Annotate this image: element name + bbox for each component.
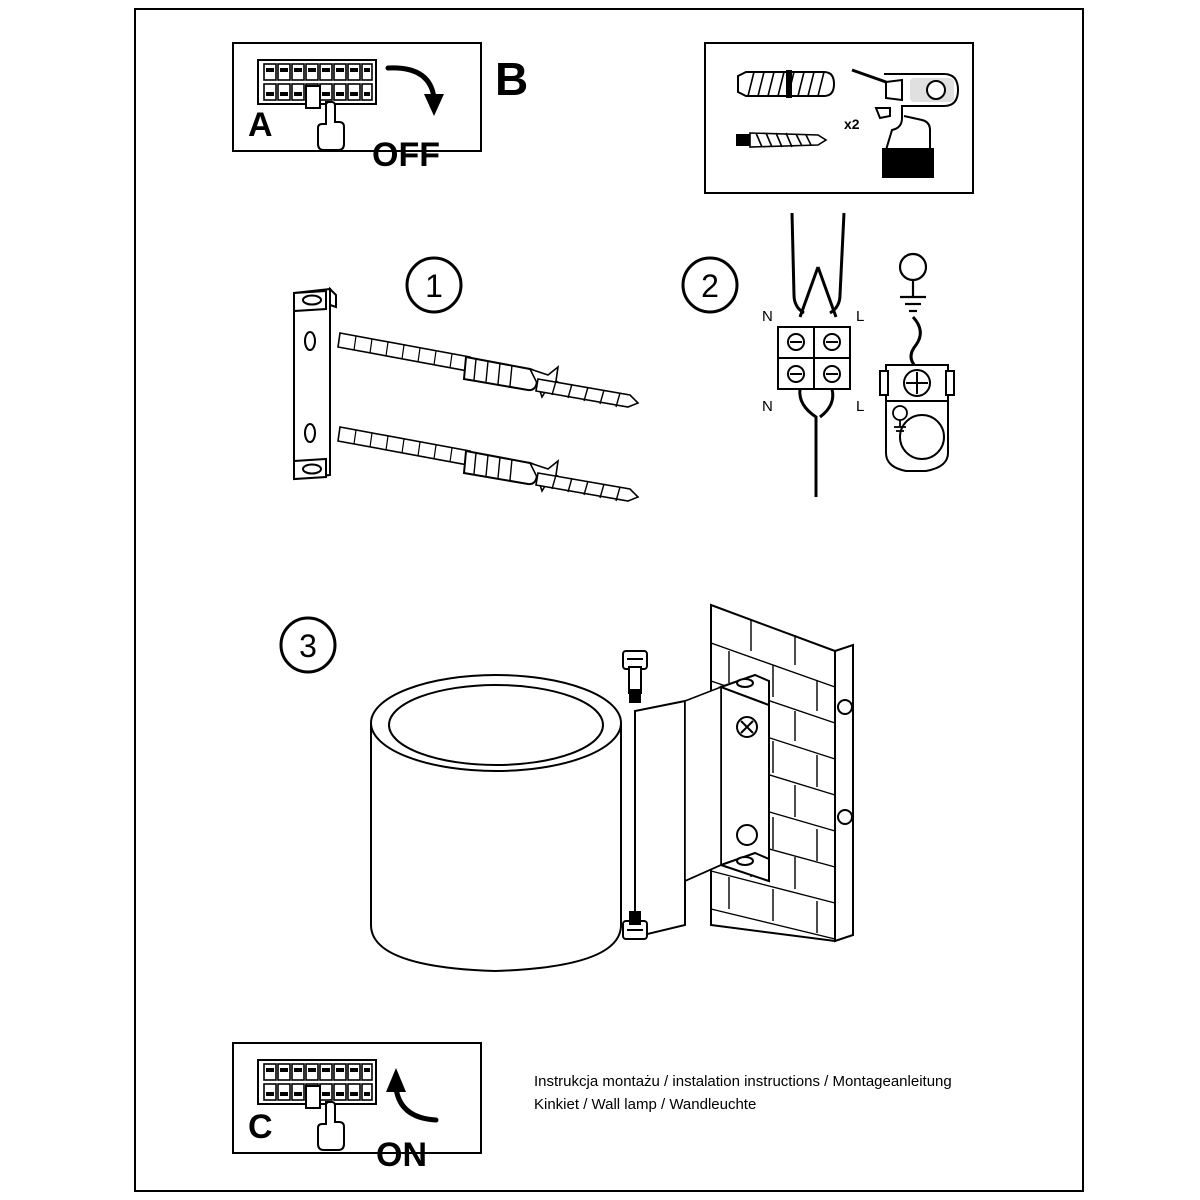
svg-text:2: 2 [701, 268, 719, 304]
step-2-number-badge [680, 255, 740, 315]
svg-text:1: 1 [425, 268, 443, 304]
caption-line-1: Instrukcja montażu / instalation instructions / Montageanleitung [534, 1073, 952, 1090]
hand-pointing-icon [308, 100, 368, 152]
arrow-up-curve-icon [380, 1062, 452, 1128]
wall-plug-icon [734, 66, 839, 102]
step-c-action-label: ON [376, 1136, 427, 1174]
step-1-illustration [280, 275, 670, 565]
arrow-down-curve-icon [382, 60, 454, 122]
step-b-letter: B [495, 53, 529, 105]
svg-text:L: L [856, 398, 865, 415]
step-a-letter: A [248, 106, 273, 144]
svg-text:N: N [762, 308, 773, 325]
power-drill-icon [846, 56, 966, 181]
step-a-box [232, 42, 482, 174]
screw-icon [734, 126, 834, 154]
svg-text:N: N [762, 398, 773, 415]
caption-line-2: Kinkiet / Wall lamp / Wandleuchte [534, 1096, 757, 1113]
step-c-letter: C [248, 1108, 273, 1146]
step-b-box [704, 42, 974, 194]
step-3-number-badge [278, 615, 338, 675]
step-2-illustration [740, 205, 970, 505]
svg-text:3: 3 [299, 628, 317, 664]
step-3-illustration [355, 595, 875, 1005]
hand-pointing-icon [308, 1100, 368, 1152]
step-a-action-label: OFF [372, 136, 440, 174]
step-c-box [232, 1042, 482, 1174]
step-b-quantity: x2 [844, 116, 860, 132]
svg-text:L: L [856, 308, 865, 325]
